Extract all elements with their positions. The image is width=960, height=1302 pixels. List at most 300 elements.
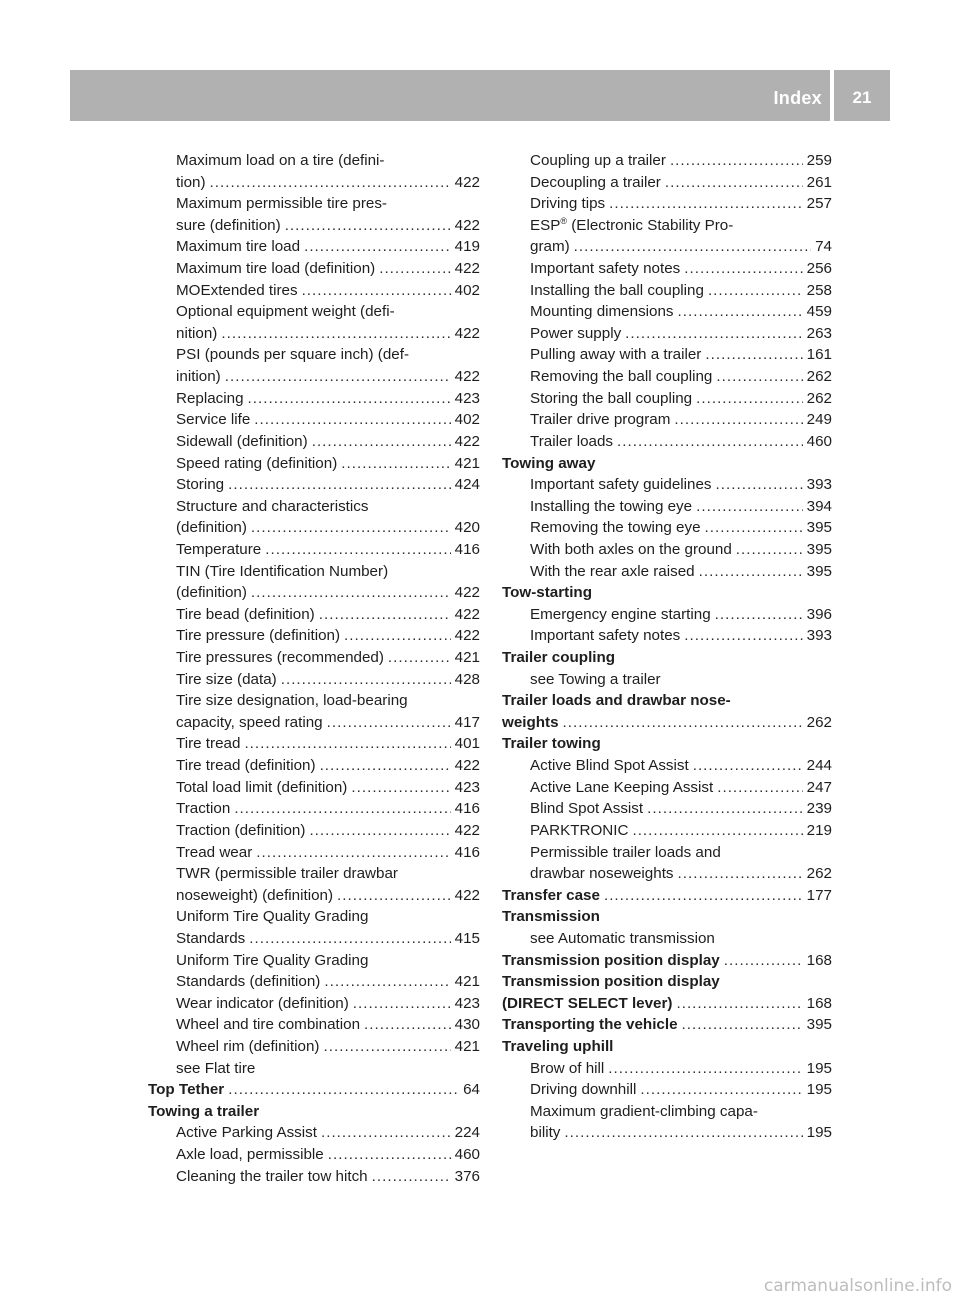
- index-heading: [502, 453, 832, 475]
- entry-label: Permissible trailer loads and: [530, 843, 721, 861]
- page-reference: 262: [806, 865, 832, 883]
- entry-label: see Towing a trailer: [530, 670, 661, 688]
- index-entry: [148, 366, 480, 388]
- index-entry: [502, 669, 832, 691]
- entry-label: Transporting the vehicle: [502, 1016, 678, 1034]
- index-entry: [148, 172, 480, 194]
- dot-leader: [678, 301, 803, 323]
- page-reference: 422: [454, 605, 480, 623]
- entry-label: TIN (Tire Identification Number): [176, 562, 389, 580]
- entry-label: Trailer towing: [502, 735, 601, 753]
- dot-leader: [717, 777, 802, 799]
- index-heading: [502, 712, 832, 734]
- index-entry: [502, 344, 832, 366]
- dot-leader: [251, 517, 451, 539]
- entry-label: Important safety notes: [530, 260, 681, 278]
- dot-leader: [674, 409, 802, 431]
- entry-label: Cleaning the trailer tow hitch: [176, 1167, 368, 1185]
- index-entry: [148, 301, 480, 323]
- page-reference: 421: [454, 454, 480, 472]
- entry-label: PARKTRONIC: [530, 821, 629, 839]
- dot-leader: [388, 647, 451, 669]
- entry-label: Maximum tire load (definition): [176, 260, 376, 278]
- entry-label: Tread wear: [176, 843, 253, 861]
- entry-label: Installing the ball coupling: [530, 281, 704, 299]
- entry-label: drawbar noseweights: [530, 865, 674, 883]
- page-reference: 393: [806, 476, 832, 494]
- entry-label: (definition): [176, 519, 247, 537]
- dot-leader: [564, 1122, 802, 1144]
- dot-leader: [563, 712, 803, 734]
- index-entry: [502, 474, 832, 496]
- page-reference: 161: [806, 346, 832, 364]
- index-heading: [502, 971, 832, 993]
- index-entry: [502, 820, 832, 842]
- dot-leader: [715, 604, 803, 626]
- entry-label: Emergency engine starting: [530, 605, 711, 623]
- entry-label: Active Lane Keeping Assist: [530, 778, 714, 796]
- index-entry: [502, 561, 832, 583]
- index-entry: [502, 193, 832, 215]
- entry-label: gram): [530, 238, 570, 256]
- page-reference: 395: [806, 562, 832, 580]
- page-reference: 74: [815, 238, 832, 256]
- index-column-right: [502, 150, 832, 1144]
- page-reference: 422: [454, 216, 480, 234]
- dot-leader: [608, 1058, 802, 1080]
- entry-label: noseweight) (definition): [176, 886, 334, 904]
- index-entry: [148, 215, 480, 237]
- dot-leader: [320, 755, 451, 777]
- dot-leader: [309, 820, 450, 842]
- dot-leader: [684, 625, 802, 647]
- entry-label: Towing away: [502, 454, 596, 472]
- entry-label: capacity, speed rating: [176, 713, 323, 731]
- index-entry: [148, 798, 480, 820]
- entry-label: Uniform Tire Quality Grading: [176, 908, 369, 926]
- page-reference: 428: [454, 670, 480, 688]
- index-entry: [148, 733, 480, 755]
- entry-label: Mounting dimensions: [530, 303, 674, 321]
- entry-label: Uniform Tire Quality Grading: [176, 951, 369, 969]
- entry-label: Power supply: [530, 324, 622, 342]
- index-heading: [502, 733, 832, 755]
- dot-leader: [640, 1079, 802, 1101]
- index-entry: [148, 517, 480, 539]
- index-entry: [502, 539, 832, 561]
- entry-label: Total load limit (definition): [176, 778, 348, 796]
- index-entry: [148, 150, 480, 172]
- entry-label: see Automatic transmission: [530, 929, 715, 947]
- index-entry: [502, 755, 832, 777]
- entry-label: weights: [502, 713, 559, 731]
- index-heading: [502, 885, 832, 907]
- entry-label: tion): [176, 173, 206, 191]
- index-entry: [502, 1122, 832, 1144]
- dot-leader: [682, 1014, 803, 1036]
- dot-leader: [265, 539, 450, 561]
- page-reference: 224: [454, 1124, 480, 1142]
- dot-leader: [249, 928, 450, 950]
- index-entry: [502, 798, 832, 820]
- dot-leader: [248, 388, 451, 410]
- index-entry: [148, 1166, 480, 1188]
- page-reference: 262: [806, 389, 832, 407]
- page-reference: 420: [454, 519, 480, 537]
- entry-label: Coupling up a trailer: [530, 152, 666, 169]
- index-entry: [502, 863, 832, 885]
- section-title: Index: [773, 88, 822, 108]
- dot-leader: [684, 258, 802, 280]
- dot-leader: [353, 993, 451, 1015]
- dot-leader: [351, 777, 450, 799]
- entry-label: Tire tread: [176, 735, 241, 753]
- dot-leader: [617, 431, 803, 453]
- index-entry: [502, 517, 832, 539]
- entry-label: Tow-starting: [502, 584, 592, 602]
- entry-label: Replacing: [176, 389, 244, 407]
- page-reference: 261: [806, 173, 832, 191]
- entry-label: Important safety guidelines: [530, 476, 712, 494]
- dot-leader: [724, 950, 803, 972]
- index-entry: [148, 647, 480, 669]
- index-entry: [502, 150, 832, 172]
- dot-leader: [228, 1079, 459, 1101]
- entry-label: Transmission position display: [502, 951, 720, 969]
- page-reference: 416: [454, 540, 480, 558]
- dot-leader: [379, 258, 450, 280]
- entry-label: Sidewall (definition): [176, 432, 308, 450]
- entry-label: Tire size (data): [176, 670, 277, 688]
- page-reference: 415: [454, 929, 480, 947]
- dot-leader: [708, 280, 803, 302]
- dot-leader: [716, 366, 802, 388]
- index-entry: [148, 1036, 480, 1058]
- page-reference: 423: [454, 778, 480, 796]
- entry-label: Service life: [176, 411, 251, 429]
- dot-leader: [312, 431, 451, 453]
- page-reference: 247: [806, 778, 832, 796]
- index-entry: [148, 409, 480, 431]
- entry-label: Maximum tire load: [176, 238, 301, 256]
- page-reference: 396: [806, 605, 832, 623]
- page-reference: 64: [463, 1081, 480, 1099]
- dot-leader: [696, 496, 803, 518]
- dot-leader: [670, 150, 803, 172]
- entry-label: Transmission position display: [502, 973, 720, 991]
- index-entry: [148, 669, 480, 691]
- index-entry: [148, 993, 480, 1015]
- index-entry: [502, 1101, 832, 1123]
- index-entry: [148, 928, 480, 950]
- entry-label: Trailer coupling: [502, 649, 616, 667]
- index-heading: [502, 1036, 832, 1058]
- entry-label: sure (definition): [176, 216, 281, 234]
- dot-leader: [328, 1144, 451, 1166]
- entry-label: MOExtended tires: [176, 281, 298, 299]
- index-entry: [148, 193, 480, 215]
- entry-label: inition): [176, 368, 221, 386]
- entry-label: TWR (permissible trailer drawbar: [176, 865, 398, 883]
- index-entry: [502, 409, 832, 431]
- index-entry: [148, 280, 480, 302]
- registered-mark: ®: [560, 215, 568, 226]
- dot-leader: [251, 582, 451, 604]
- page-reference: 416: [454, 800, 480, 818]
- entry-label: Removing the towing eye: [530, 519, 701, 537]
- page-reference: 376: [454, 1167, 480, 1185]
- dot-leader: [716, 474, 803, 496]
- index-entry: [148, 777, 480, 799]
- entry-label: Installing the towing eye: [530, 497, 693, 515]
- dot-leader: [699, 561, 803, 583]
- page-reference: 430: [454, 1016, 480, 1034]
- page-reference: 422: [454, 324, 480, 342]
- index-entry: [148, 388, 480, 410]
- entry-label: Storing: [176, 476, 225, 494]
- page-reference: 395: [806, 1016, 832, 1034]
- entry-label: ESP® (Electronic Stability Pro-: [530, 215, 734, 234]
- index-entry: [148, 1122, 480, 1144]
- dot-leader: [678, 863, 803, 885]
- index-entry: [148, 842, 480, 864]
- index-entry: [148, 950, 480, 972]
- index-entry: [148, 236, 480, 258]
- index-heading: [148, 1101, 480, 1123]
- entry-label: Speed rating (definition): [176, 454, 338, 472]
- dot-leader: [696, 388, 803, 410]
- page-reference: 249: [806, 411, 832, 429]
- entry-label: Tire bead (definition): [176, 605, 315, 623]
- index-entry: [502, 236, 832, 258]
- index-entry: [148, 258, 480, 280]
- page-reference: 239: [806, 800, 832, 818]
- dot-leader: [364, 1014, 451, 1036]
- entry-label: Optional equipment weight (defi-: [176, 303, 395, 321]
- index-heading: [502, 993, 832, 1015]
- dot-leader: [281, 669, 451, 691]
- dot-leader: [574, 236, 811, 258]
- page-reference: 395: [806, 540, 832, 558]
- page-reference: 219: [806, 821, 832, 839]
- dot-leader: [344, 625, 451, 647]
- page-reference: 417: [454, 713, 480, 731]
- page-number: 21: [852, 88, 872, 107]
- page-reference: 423: [454, 389, 480, 407]
- index-entry: [148, 323, 480, 345]
- page-reference: 195: [806, 1081, 832, 1099]
- index-entry: [502, 604, 832, 626]
- index-entry: [502, 777, 832, 799]
- entry-label: With the rear axle raised: [530, 562, 695, 580]
- entry-label: Tire pressures (recommended): [176, 649, 384, 667]
- dot-leader: [234, 798, 450, 820]
- dot-leader: [604, 885, 803, 907]
- entry-label: (definition): [176, 584, 247, 602]
- index-entry: [502, 388, 832, 410]
- page-reference: 258: [806, 281, 832, 299]
- page-reference: 421: [454, 973, 480, 991]
- entry-label: Transmission: [502, 908, 600, 926]
- page-reference: 262: [806, 713, 832, 731]
- page-reference: 168: [806, 994, 832, 1012]
- index-entry: [502, 496, 832, 518]
- page-reference: 419: [454, 238, 480, 256]
- entry-label: Driving downhill: [530, 1081, 637, 1099]
- dot-leader: [372, 1166, 451, 1188]
- index-column-left: [148, 150, 480, 1187]
- dot-leader: [609, 193, 803, 215]
- entry-label: Blind Spot Assist: [530, 800, 644, 818]
- index-entry: [148, 539, 480, 561]
- index-entry: [502, 215, 832, 237]
- dot-leader: [705, 344, 802, 366]
- entry-label: Axle load, permissible: [176, 1146, 324, 1164]
- page-reference: 422: [454, 368, 480, 386]
- page-reference: 459: [806, 303, 832, 321]
- entry-label: Structure and characteristics: [176, 497, 369, 515]
- page-reference: 177: [806, 886, 832, 904]
- index-heading: [148, 1079, 480, 1101]
- page-reference: 422: [454, 173, 480, 191]
- entry-label: Wheel rim (definition): [176, 1037, 320, 1055]
- page-reference: 263: [806, 324, 832, 342]
- index-heading: [502, 906, 832, 928]
- index-header-bar: [70, 70, 890, 121]
- index-entry: [148, 1144, 480, 1166]
- index-entry: [502, 280, 832, 302]
- dot-leader: [341, 453, 450, 475]
- index-entry: [148, 496, 480, 518]
- page-reference: 424: [454, 476, 480, 494]
- entry-label: PSI (pounds per square inch) (def-: [176, 346, 409, 364]
- dot-leader: [221, 323, 450, 345]
- dot-leader: [337, 885, 451, 907]
- entry-label: Maximum gradient-climbing capa-: [530, 1102, 758, 1120]
- page-reference: 416: [454, 843, 480, 861]
- dot-leader: [647, 798, 803, 820]
- entry-label: Decoupling a trailer: [530, 173, 661, 191]
- entry-label: Towing a trailer: [148, 1102, 260, 1120]
- index-entry: [148, 820, 480, 842]
- index-entry: [148, 906, 480, 928]
- entry-label: Tire size designation, load-bearing: [176, 692, 408, 710]
- index-entry: [148, 344, 480, 366]
- dot-leader: [705, 517, 803, 539]
- entry-label: Trailer loads and drawbar nose-: [502, 692, 731, 710]
- index-heading: [502, 647, 832, 669]
- entry-label: Removing the ball coupling: [530, 368, 713, 386]
- dot-leader: [324, 971, 450, 993]
- entry-label: Tire pressure (definition): [176, 627, 341, 645]
- entry-label: Standards (definition): [176, 973, 321, 991]
- index-entry: [148, 453, 480, 475]
- page-reference: 195: [806, 1124, 832, 1142]
- dot-leader: [736, 539, 803, 561]
- index-entry: [148, 755, 480, 777]
- page-reference: 401: [454, 735, 480, 753]
- index-entry: [502, 1058, 832, 1080]
- page-reference: 402: [454, 281, 480, 299]
- page-reference: 460: [806, 432, 832, 450]
- index-entry: [148, 1014, 480, 1036]
- index-entry: [148, 604, 480, 626]
- entry-label: Wheel and tire combination: [176, 1016, 361, 1034]
- index-entry: [148, 971, 480, 993]
- page-reference: 422: [454, 584, 480, 602]
- dot-leader: [693, 755, 803, 777]
- entry-label: Trailer loads: [530, 432, 613, 450]
- index-entry: [502, 323, 832, 345]
- index-entry: [502, 301, 832, 323]
- entry-label: see Flat tire: [176, 1059, 256, 1077]
- page-reference: 402: [454, 411, 480, 429]
- page-reference: 393: [806, 627, 832, 645]
- index-entry: [502, 258, 832, 280]
- dot-leader: [327, 712, 451, 734]
- index-entry: [148, 712, 480, 734]
- page-reference: 195: [806, 1059, 832, 1077]
- page-reference: 244: [806, 757, 832, 775]
- entry-label: Temperature: [176, 540, 262, 558]
- entry-label: (DIRECT SELECT lever): [502, 994, 673, 1012]
- index-entry: [148, 474, 480, 496]
- page-reference: 422: [454, 757, 480, 775]
- page-reference: 256: [806, 260, 832, 278]
- dot-leader: [321, 1122, 451, 1144]
- page-reference: 422: [454, 260, 480, 278]
- index-entry: [502, 431, 832, 453]
- entry-label: Storing the ball coupling: [530, 389, 693, 407]
- page-reference: 262: [806, 368, 832, 386]
- index-entry: [148, 1058, 480, 1080]
- index-entry: [502, 1079, 832, 1101]
- page-reference: 422: [454, 627, 480, 645]
- entry-label: Maximum load on a tire (defini-: [176, 152, 385, 169]
- page-reference: 422: [454, 886, 480, 904]
- entry-label: Transfer case: [502, 886, 600, 904]
- dot-leader: [625, 323, 802, 345]
- index-entry: [148, 561, 480, 583]
- page-reference: 394: [806, 497, 832, 515]
- dot-leader: [210, 172, 451, 194]
- dot-leader: [319, 604, 451, 626]
- index-heading: [502, 1014, 832, 1036]
- page-reference: 421: [454, 649, 480, 667]
- watermark: carmanualsonline.info: [763, 1276, 952, 1296]
- index-entry: [502, 172, 832, 194]
- dot-leader: [676, 993, 802, 1015]
- entry-label: Traveling uphill: [502, 1037, 614, 1055]
- index-heading: [502, 690, 832, 712]
- index-heading: [502, 582, 832, 604]
- entry-label: Maximum permissible tire pres-: [176, 195, 387, 213]
- dot-leader: [665, 172, 803, 194]
- index-entry: [502, 625, 832, 647]
- page-reference: 422: [454, 432, 480, 450]
- dot-leader: [225, 366, 451, 388]
- entry-label: Top Tether: [148, 1081, 225, 1099]
- index-entry: [502, 928, 832, 950]
- page-reference: 257: [806, 195, 832, 213]
- entry-label: nition): [176, 324, 218, 342]
- index-entry: [148, 863, 480, 885]
- index-entry: [148, 582, 480, 604]
- entry-label: Important safety notes: [530, 627, 681, 645]
- index-entry: [148, 690, 480, 712]
- entry-label: Brow of hill: [530, 1059, 605, 1077]
- index-entry: [148, 625, 480, 647]
